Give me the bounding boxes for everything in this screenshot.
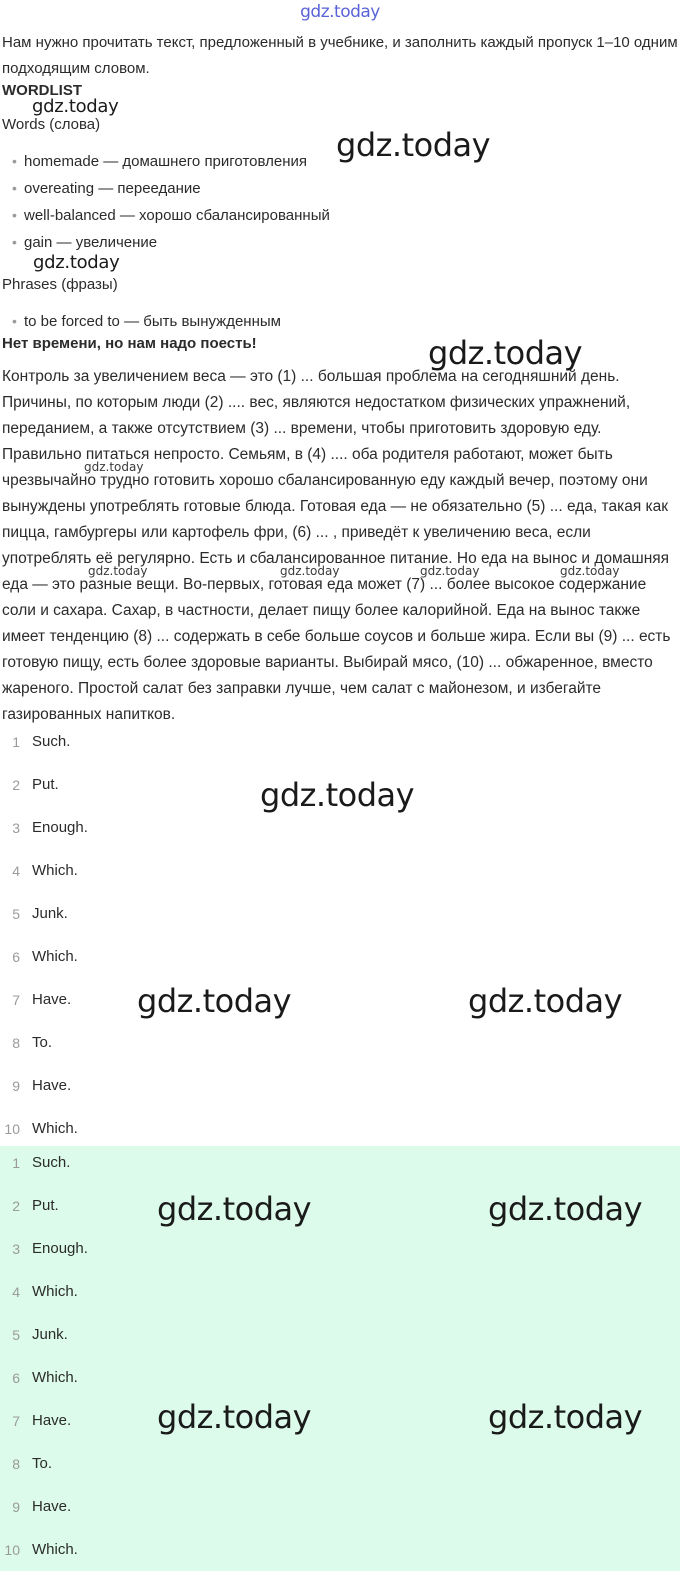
answer-row: 4 Which. [12,862,78,879]
phrases-list [12,308,281,335]
answer-row: 8 To. [12,1455,53,1472]
answer-row: 8 To. [12,1034,53,1051]
watermark: gdz.today [32,96,119,117]
answer-row: 10 Which. [4,1541,78,1558]
list-item: • well-balanced — хорошо сбалансированный [12,207,330,224]
watermark: gdz.today [260,776,415,814]
answer-row: 1 Such. [12,733,71,750]
watermark: gdz.today [468,982,623,1020]
answer-row: 10 Which. [4,1120,78,1137]
answer-row: 2 Put. [12,776,59,793]
watermark: gdz.today [157,1190,312,1228]
words-list [12,148,330,256]
text-body: Контроль за увеличением веса — это (1) ... большая проблема на сегодняшний день. Причины, по которым люди (2) .... вес, являются недостатком физических упражнений, переданием, а также отсутствием (3) ... времени, чтобы приготовить здоровую еду. Правильно питаться непросто. Семьям, в (4) .... оба родителя работают, может быть чрезвычайно трудно готовить хорошо сбалансированную еду каждый вечер, поэтому они вынуждены употреблять готовые блюда. Готовая еда — не обязательно (5) ... еда, такая как пицца, гамбургеры или картофель фри, (6) ... , приведёт к увеличению веса, если употреблять её регулярно. Есть и сбалансированное питание. Но еда на вынос и домашняя еда — это разные вещи. Во-первых, готовая еда может (7) ... более высокое содержание соли и сахара. Сахар, в частности, делает пищу более калорийной. Еда на вынос также имеет тенденцию (8) ... содержать в себе больше соусов и больше жира. Если вы (9) ... есть готовую пищу, есть более здоровые варианты. Выбирай мясо, (10) ... обжаренное, вместо жареного. Простой салат без заправки лучше, чем салат с майонезом, и избегайте газированных напитков. [2,368,671,723]
answer-row: 6 Which. [12,948,78,965]
watermark: gdz.today [280,564,340,578]
wordlist-heading: WORDLIST [2,82,82,99]
watermark: gdz.today [488,1190,643,1228]
task-instruction: Нам нужно прочитать текст, предложенный в учебнике, и заполнить каждый пропуск 1–10 одним подходящим словом. [2,34,678,77]
watermark: gdz.today [88,564,148,578]
answer-row: 2 Put. [12,1197,59,1214]
watermark: gdz.today [137,982,292,1020]
answer-row: 6 Which. [12,1369,78,1386]
watermark: gdz.today [157,1398,312,1436]
text-title: Нет времени, но нам надо поесть! [2,335,257,352]
list-item: • to be forced to — быть вынужденным [12,313,281,330]
list-item: • overeating — переедание [12,180,201,197]
watermark: gdz.today [560,564,620,578]
watermark: gdz.today [420,564,480,578]
answer-row: 1 Such. [12,1154,71,1171]
answer-row: 5 Junk. [12,905,68,922]
answer-row: 9 Have. [12,1077,72,1094]
answer-row: 3 Enough. [12,1240,88,1257]
answer-row: 7 Have. [12,1412,72,1429]
watermark: gdz.today [428,334,583,372]
list-item: • homemade — домашнего приготовления [12,153,307,170]
answer-row: 3 Enough. [12,819,88,836]
answer-row: 7 Have. [12,991,72,1008]
watermark: gdz.today [84,460,144,474]
watermark: gdz.today [33,252,120,273]
site-logo[interactable]: gdz.today [300,2,380,22]
words-label: Words (слова) [2,116,101,133]
list-item: • gain — увеличение [12,234,158,251]
answer-row: 5 Junk. [12,1326,68,1343]
watermark: gdz.today [336,126,491,164]
answer-row: 4 Which. [12,1283,78,1300]
answer-row: 9 Have. [12,1498,72,1515]
phrases-label: Phrases (фразы) [2,276,118,293]
watermark: gdz.today [488,1398,643,1436]
